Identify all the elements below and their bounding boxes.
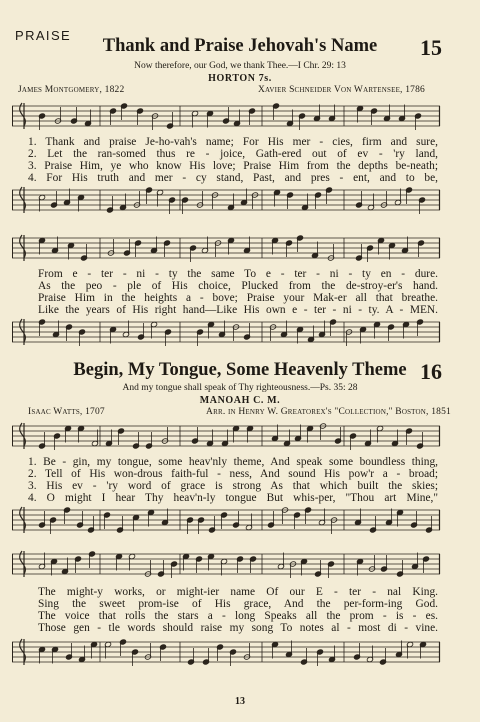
lyric-line: Those gen - tle words should raise my song To notes al - most di - vine. — [38, 622, 438, 634]
lyrics-block — [28, 456, 438, 504]
music-staff — [12, 232, 440, 266]
composer-credit: Arr. in Henry W. Greatorex's "Collection," Boston, 1851 — [206, 407, 451, 417]
section-label: PRAISE — [15, 28, 72, 43]
scripture-reference: Now therefore, our God, we thank Thee.—I Chr. 29: 13 — [134, 61, 346, 71]
author-credit: James Montgomery, 1822 — [18, 85, 125, 95]
tune-name: HORTON 7s. — [208, 73, 272, 84]
lyric-line: 1. Thank and praise Je-ho-vah's name; For His mer - cies, firm and sure, — [28, 136, 438, 148]
lyric-line: The voice that rolls the stars a - long Speaks all the prom - is - es. — [38, 610, 438, 622]
lyric-line: 3. His ev - 'ry word of grace is strong As that which built the skies; — [28, 480, 438, 492]
lyrics-block — [28, 136, 438, 184]
hymn-number: 16 — [420, 359, 442, 384]
hymn-number: 15 — [420, 35, 442, 60]
music-staff — [12, 184, 440, 218]
lyric-line: Praise Him in the heights a - bove; Praise your Mak-er all that breathe. — [38, 292, 438, 304]
music-staff — [12, 420, 440, 454]
lyrics-block — [38, 586, 438, 634]
tune-name: MANOAH C. M. — [199, 395, 281, 406]
scripture-reference: And my tongue shall speak of Thy righteousness.—Ps. 35: 28 — [122, 383, 358, 393]
lyric-line: As the peo - ple of His choice, Plucked from the de-stroy-er's hand. — [38, 280, 438, 292]
hymn-title: Begin, My Tongue, Some Heavenly Theme — [73, 360, 407, 380]
lyrics-block — [38, 268, 438, 316]
music-staff — [12, 316, 440, 350]
hymn-title: Thank and Praise Jehovah's Name — [102, 36, 378, 56]
lyric-line: 3. Praise Him, ye who know His love; Praise Him from the depths be-neath; — [28, 160, 438, 172]
lyric-line: 1. Be - gin, my tongue, some heav'nly theme, And speak some boundless thing, — [28, 456, 438, 468]
lyric-line: Like the years of His right hand—Like His own e - ter - ni - ty. A - MEN. — [38, 304, 438, 316]
lyric-line: 4. O might I hear Thy heav'n-ly tongue But whis-per, "Thou art Mine," — [28, 492, 438, 504]
lyric-line: 4. For His truth and mer - cy stand, Past, and pres - ent, and to be, — [28, 172, 438, 184]
music-staff — [12, 100, 440, 134]
lyric-line: Sing the sweet prom-ise of His grace, And the per-form-ing God. — [38, 598, 438, 610]
music-staff — [12, 636, 440, 670]
page-number: 13 — [235, 696, 245, 707]
lyric-line: The might-y works, or might-ier name Of our E - ter - nal King. — [38, 586, 438, 598]
lyric-line: From e - ter - ni - ty the same To e - ter - ni - ty en - dure. — [38, 268, 438, 280]
lyric-line: 2. Let the ran-somed thus re - joice, Gath-ered out of ev - 'ry land, — [28, 148, 438, 160]
music-staff — [12, 504, 440, 538]
lyric-line: 2. Tell of His won-drous faith-ful - ness, And sound His pow'r a - broad; — [28, 468, 438, 480]
music-staff — [12, 548, 440, 582]
author-credit: Isaac Watts, 1707 — [28, 407, 105, 417]
composer-credit: Xavier Schneider Von Wartensee, 1786 — [257, 85, 425, 95]
